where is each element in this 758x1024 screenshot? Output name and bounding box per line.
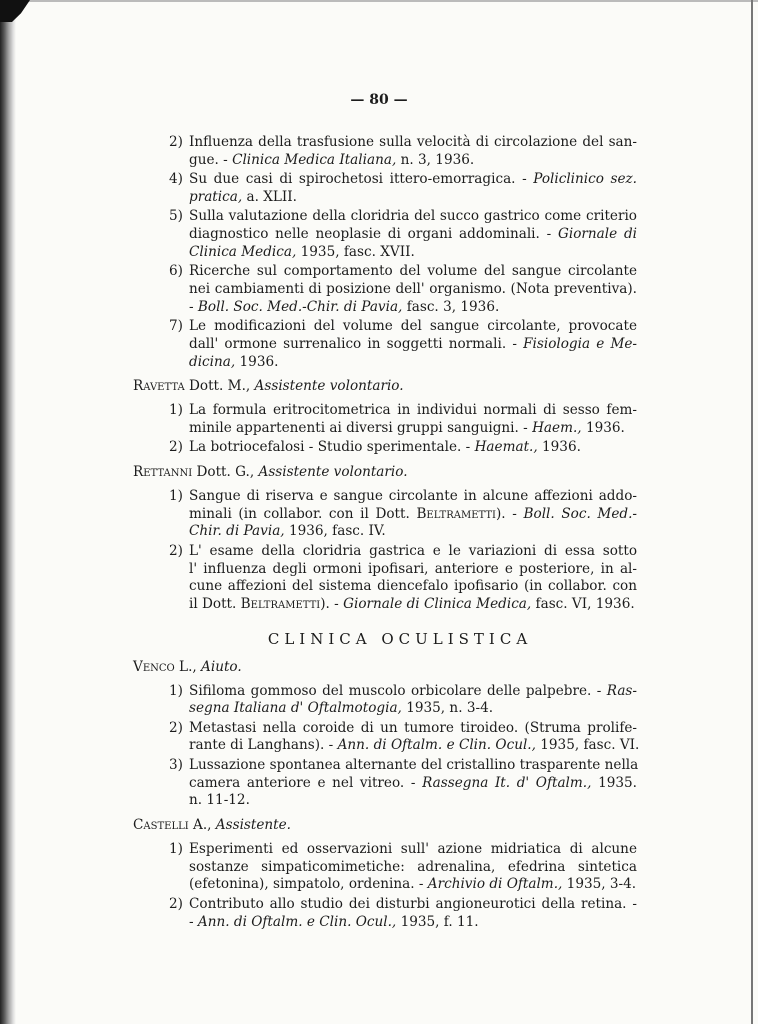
journal-title: Giornale di	[558, 225, 637, 242]
author-initials: L.,	[174, 658, 202, 675]
item-number: 4)	[169, 171, 183, 188]
journal-title: Chir. di Pavia,	[189, 523, 285, 540]
text-segment: La formula eritrocitometrica in individui normali di sesso fem-	[189, 402, 637, 419]
text-line	[189, 543, 637, 561]
author-name: Rettanni	[133, 464, 193, 481]
text-segment: n. 11-12.	[189, 792, 250, 809]
text-line	[189, 488, 637, 506]
item-number: 3)	[169, 756, 183, 773]
text-segment: il Dott.	[189, 596, 241, 613]
bibliography-item	[133, 318, 637, 371]
bibliography-item	[133, 488, 637, 541]
text-segment: 1936.	[235, 353, 279, 370]
author-role: Aiuto.	[201, 658, 242, 675]
text-segment: cune affezioni del sistema diencefalo ipofisario (in collabor. con	[189, 578, 637, 595]
bibliography-item	[133, 543, 637, 614]
journal-title: Haemat.,	[474, 439, 538, 456]
text-segment: sostanze simpaticomimetiche: adrenalina, efedrina sintetica	[189, 858, 637, 875]
text-line	[189, 299, 637, 317]
text-segment: 1935, fasc. VI.	[535, 737, 640, 754]
text-line	[189, 354, 637, 372]
item-number: 2)	[169, 542, 183, 559]
text-line	[189, 561, 637, 579]
text-segment: (efetonina), simpatolo, ordenina. -	[189, 876, 428, 893]
text-segment: rante di Langhans). -	[189, 737, 338, 754]
text-line	[189, 737, 640, 755]
journal-title: Clinica Medica,	[189, 243, 297, 260]
text-segment: -	[189, 913, 198, 930]
text-line	[189, 792, 637, 810]
author-heading	[133, 817, 637, 835]
person-name: Beltrametti	[240, 596, 321, 613]
text-segment: 1935.	[591, 774, 637, 791]
text-segment: diagnostico nelle neoplasie di organi addominali. -	[189, 225, 559, 242]
journal-title: segna Italiana d' Oftalmotogia,	[189, 700, 402, 717]
text-segment: 1936.	[537, 439, 581, 456]
text-segment: Metastasi nella coroide di un tumore tiroideo. (Struma prolife-	[189, 719, 637, 736]
author-role: Assistente volontario.	[254, 378, 404, 395]
item-number: 1)	[169, 682, 183, 699]
bibliography-item	[133, 208, 637, 261]
journal-title: Ras-	[606, 682, 637, 699]
item-number: 7)	[169, 317, 183, 334]
text-line	[189, 226, 637, 244]
journal-title: Giornale di Clinica Medica,	[343, 596, 532, 613]
item-number: 2)	[169, 895, 183, 912]
journal-title: pratica,	[189, 188, 243, 205]
page-number: — 80 —	[350, 92, 408, 108]
text-line	[189, 876, 637, 894]
journal-title: Haem.,	[532, 419, 582, 436]
item-number: 1)	[169, 402, 183, 419]
text-line	[189, 336, 637, 354]
text-segment: gue. -	[189, 151, 233, 168]
author-name: Venco	[133, 658, 175, 675]
author-initials: A.,	[188, 817, 216, 834]
text-line	[189, 896, 637, 914]
bibliography-item	[133, 171, 637, 207]
text-segment: Esperimenti ed osservazioni sull' azione midriatica di alcune	[189, 840, 637, 857]
text-line	[189, 859, 637, 877]
text-line	[189, 318, 637, 336]
author-heading	[133, 378, 637, 396]
document-body	[133, 134, 640, 933]
text-segment: -	[189, 298, 198, 315]
author-role: Assistente volontario.	[258, 464, 408, 481]
section-title: CLINICA OCULISTICA	[267, 629, 533, 648]
journal-title: Boll. Soc. Med.-Chir. di Pavia,	[197, 298, 403, 315]
text-segment: Sifiloma gommoso del muscolo orbicolare delle palpebre. -	[189, 682, 607, 699]
text-line	[189, 700, 637, 718]
bibliography-item	[133, 402, 637, 438]
bibliography-item	[133, 439, 637, 457]
journal-title: Fisiologia e Me-	[523, 335, 637, 352]
journal-title: Clinica Medica Italiana,	[232, 151, 397, 168]
bibliography-item	[133, 134, 637, 170]
journal-title: Ann. di Oftalm. e Clin. Ocul.,	[337, 737, 536, 754]
text-line	[189, 402, 637, 420]
text-segment: 1935, f. 11.	[396, 913, 479, 930]
text-segment: La botriocefalosi - Studio sperimentale. -	[189, 439, 475, 456]
text-segment: Lussazione spontanea alternante del cristallino trasparente nella	[189, 756, 639, 773]
author-name: Ravetta	[133, 378, 185, 395]
text-segment: Le modificazioni del volume del sangue circolante, provocate	[189, 317, 637, 334]
text-segment: minali (in collabor. con il Dott.	[189, 505, 417, 522]
item-number: 2)	[169, 719, 183, 736]
text-segment: Influenza della trasfusione sulla velocità di circolazione del san-	[189, 134, 637, 150]
scan-edge-left	[0, 0, 16, 1024]
journal-title: Archivio di Oftalm.,	[427, 876, 563, 893]
item-number: 2)	[169, 134, 183, 150]
text-line	[189, 171, 637, 189]
journal-title: Rassegna It. d' Oftalm.,	[422, 774, 592, 791]
bibliography-item	[133, 896, 637, 932]
journal-title: Ann. di Oftalm. e Clin. Ocul.,	[197, 913, 397, 930]
bibliography-item	[133, 263, 637, 316]
bibliography-item	[133, 719, 640, 756]
text-segment: ). -	[496, 505, 524, 522]
text-line	[189, 506, 637, 524]
bibliography-item	[133, 757, 637, 810]
author-initials: Dott. M.,	[184, 378, 255, 395]
scan-edge-top	[0, 0, 758, 2]
text-line	[189, 263, 637, 281]
journal-title: Boll. Soc. Med.-	[523, 505, 637, 522]
text-line	[189, 420, 637, 438]
author-role: Assistente.	[215, 817, 291, 834]
text-line	[189, 152, 637, 170]
text-segment: minile appartenenti ai diversi gruppi sanguigni. -	[189, 419, 533, 436]
text-segment: 1936, fasc. IV.	[284, 523, 386, 540]
text-line	[189, 757, 637, 775]
text-line	[189, 775, 637, 793]
text-segment: 1935, 3-4.	[562, 876, 637, 893]
text-segment: ). -	[320, 596, 344, 613]
scan-artifact	[0, 0, 30, 22]
text-line	[189, 134, 637, 152]
text-line	[189, 208, 637, 226]
text-segment: 1935, n. 3-4.	[401, 700, 494, 717]
text-line	[189, 914, 637, 932]
text-segment: 1936.	[581, 419, 625, 436]
item-number: 6)	[169, 263, 183, 280]
author-initials: Dott. G.,	[192, 464, 259, 481]
text-line	[189, 578, 637, 596]
text-segment: 1935, fasc. XVII.	[296, 243, 415, 260]
text-segment: Su due casi di spirochetosi ittero-emorragica. -	[189, 171, 534, 188]
text-line	[189, 720, 637, 738]
text-line	[189, 523, 637, 541]
author-name: Castelli	[133, 817, 189, 834]
item-number: 5)	[169, 208, 183, 225]
text-segment: Sulla valutazione della cloridria del succo gastrico come criterio	[189, 208, 637, 225]
bibliography-item	[133, 841, 637, 894]
item-number: 1)	[169, 487, 183, 504]
text-segment: dall' ormone surrenalico in soggetti normali. -	[189, 335, 524, 352]
item-number: 1)	[169, 840, 183, 857]
author-heading	[133, 659, 637, 677]
journal-title: Policlinico sez.	[533, 171, 637, 188]
text-segment: fasc. 3, 1936.	[402, 298, 500, 315]
text-line	[189, 281, 637, 299]
journal-title: dicina,	[189, 353, 236, 370]
text-segment: a. XLII.	[242, 188, 297, 205]
text-line	[189, 841, 637, 859]
text-segment: fasc. VI, 1936.	[531, 596, 635, 613]
text-segment: nei cambiamenti di posizione dell' organismo. (Nota preventiva).	[189, 280, 637, 297]
text-line	[189, 244, 637, 262]
text-line	[189, 189, 637, 207]
bibliography-item	[133, 683, 637, 719]
author-heading	[133, 464, 637, 482]
text-segment: camera anteriore e nel vitreo. -	[189, 774, 423, 791]
text-segment: Contributo allo studio dei disturbi angioneurotici della retina. -	[189, 895, 637, 912]
person-name: Beltrametti	[416, 505, 496, 522]
text-segment: l' influenza degli ormoni ipofisari, anteriore e posteriore, in al-	[189, 560, 637, 577]
scan-edge-right	[751, 0, 753, 1024]
item-number: 2)	[169, 439, 183, 456]
text-segment: L' esame della cloridria gastrica e le variazioni di essa sotto	[189, 542, 637, 559]
text-segment: Ricerche sul comportamento del volume del sangue circolante	[189, 263, 637, 280]
text-segment: Sangue di riserva e sangue circolante in alcune affezioni addo-	[189, 487, 637, 504]
text-line	[189, 596, 637, 614]
text-line	[189, 683, 637, 701]
text-segment: n. 3, 1936.	[396, 151, 475, 168]
text-line	[189, 439, 637, 457]
